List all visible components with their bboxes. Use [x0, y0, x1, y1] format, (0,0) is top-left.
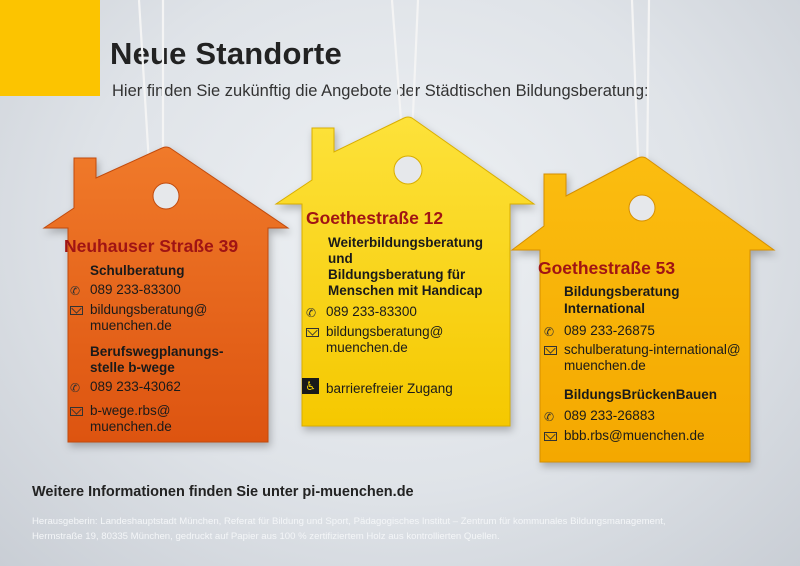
- imprint-line: Hermstraße 19, 80335 München, gedruckt auf Papier aus 100 % zertifiziertem Holz aus kontrollierten Quellen.: [32, 531, 500, 542]
- entry-name: und: [328, 251, 353, 266]
- imprint-line: Herausgeberin: Landeshauptstadt München, Referat für Bildung und Sport, Pädagogisches Institut – Zentrum für kommunales Bildungsmanagement,: [32, 516, 666, 527]
- entry-email-line-1: bildungsberatung@: [90, 302, 208, 317]
- entry-name: International: [564, 301, 646, 316]
- entry-phone: 089 233-26883: [564, 408, 655, 423]
- entry-name: Weiterbildungsberatung: [328, 235, 484, 250]
- entry-email: bbb.rbs@muenchen.de: [564, 428, 705, 443]
- entry-phone: 089 233-83300: [90, 282, 181, 297]
- entry-name: stelle b-wege: [90, 360, 175, 375]
- house-address: Neuhauser Straße 39: [64, 236, 239, 256]
- mail-icon: [70, 306, 83, 315]
- entry-name: Berufswegplanungs-: [90, 344, 224, 359]
- phone-icon: ✆: [70, 381, 81, 395]
- footer-info: Weitere Informationen finden Sie unter pi-muenchen.de: [32, 484, 414, 500]
- house-address: Goethestraße 53: [538, 258, 676, 278]
- entry-email-line-2: muenchen.de: [326, 340, 408, 355]
- entry-phone: 089 233-43062: [90, 379, 181, 394]
- house-goethestrasse-12: [272, 120, 536, 440]
- mail-icon: [306, 328, 319, 337]
- house-neuhauser-strasse: [42, 150, 292, 450]
- mail-icon: [70, 407, 83, 416]
- phone-icon: ✆: [306, 306, 317, 320]
- entry-email-line-2: muenchen.de: [90, 318, 172, 333]
- entry-name: Bildungsberatung für: [328, 267, 466, 282]
- page-subtitle: Hier finden Sie zukünftig die Angebote der Städtischen Bildungsberatung:: [112, 82, 649, 100]
- entry-name: Bildungsberatung: [564, 284, 680, 299]
- string-house-3: [632, 0, 649, 183]
- wheelchair-icon: ♿: [302, 378, 319, 394]
- mail-icon: [544, 432, 557, 441]
- entry-phone: 089 233-83300: [326, 304, 417, 319]
- accessibility-note: barrierefreier Zugang: [326, 381, 453, 396]
- imprint: [32, 514, 792, 544]
- entry-email-line-2: muenchen.de: [564, 358, 646, 373]
- entry-email-line-2: muenchen.de: [90, 419, 172, 434]
- entry-email-line-1: bildungsberatung@: [326, 324, 444, 339]
- phone-icon: ✆: [544, 325, 555, 339]
- entry-email-line-1: schulberatung-international@: [564, 342, 741, 357]
- entry-email-line-1: b-wege.rbs@: [90, 403, 171, 418]
- phone-icon: ✆: [70, 284, 81, 298]
- page-title: Neue Standorte: [110, 36, 342, 71]
- house-goethestrasse-53: [508, 160, 778, 470]
- entry-name: BildungsBrückenBauen: [564, 387, 718, 402]
- entry-name: Schulberatung: [90, 263, 185, 278]
- mail-icon: [544, 346, 557, 355]
- house-address: Goethestraße 12: [306, 208, 444, 228]
- phone-icon: ✆: [544, 410, 555, 424]
- entry-phone: 089 233-26875: [564, 323, 655, 338]
- entry-name: Menschen mit Handicap: [328, 283, 483, 298]
